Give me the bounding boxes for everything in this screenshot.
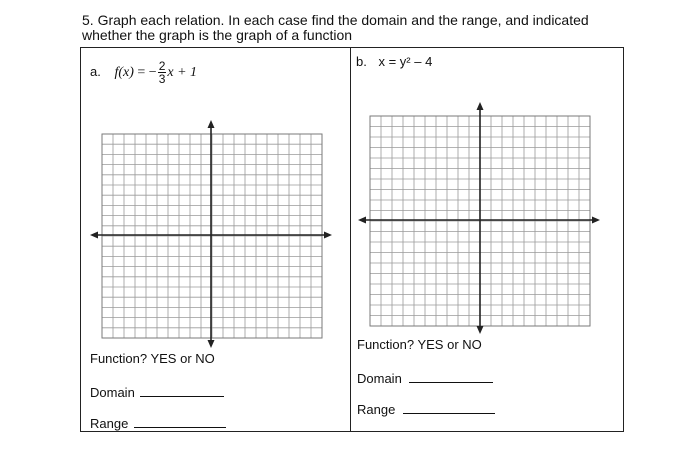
part-b-range-blank[interactable] — [403, 401, 495, 414]
graph-b-y-axis-up-arrow — [477, 102, 484, 110]
part-b-function-prompt: Function? YES or NO — [357, 337, 482, 352]
question-line-2: whether the graph is the graph of a function — [82, 27, 353, 43]
part-a-func-name: f(x) — [114, 64, 134, 80]
part-a-function-prompt: Function? YES or NO — [90, 351, 215, 366]
part-a-range-label: Range — [90, 416, 129, 431]
graph-b-x-axis-right-arrow — [592, 217, 600, 224]
part-b-equation-text: x = y² – 4 — [378, 54, 433, 69]
part-a-tail: x + 1 — [167, 64, 198, 80]
part-a-domain-blank[interactable] — [140, 384, 224, 397]
part-b-letter: b. — [356, 54, 367, 69]
part-b-range-row — [357, 401, 495, 417]
part-a-domain-row — [90, 384, 224, 400]
question-line-1: 5. Graph each relation. In each case find the domain and the range, and indicated — [82, 12, 589, 28]
part-b-domain-row — [357, 370, 493, 386]
part-b-domain-blank[interactable] — [409, 370, 493, 383]
graph-b-y-axis-down-arrow — [477, 326, 484, 334]
graph-b-x-axis-left-arrow — [358, 217, 366, 224]
part-a-domain-label: Domain — [90, 385, 135, 400]
part-a-frac-num: 2 — [158, 59, 166, 73]
part-a-range-blank[interactable] — [134, 415, 226, 428]
part-a-letter: a. — [90, 63, 101, 79]
part-a-equals: = − — [133, 64, 157, 80]
part-a-frac-den: 3 — [158, 72, 166, 86]
part-b-range-label: Range — [357, 402, 396, 417]
part-b-domain-label: Domain — [357, 371, 402, 386]
part-a-range-row — [90, 415, 226, 431]
